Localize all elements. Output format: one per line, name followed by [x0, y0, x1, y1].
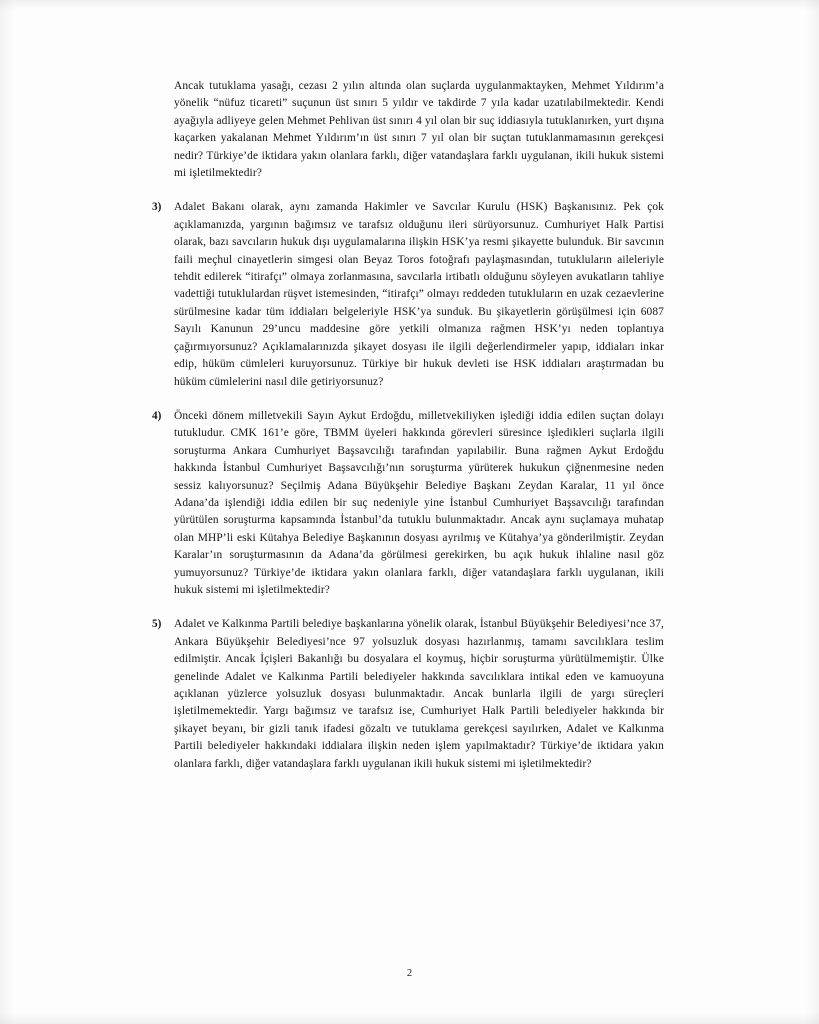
paragraph-marker: 5): [152, 618, 162, 631]
paragraph-text: Adalet ve Kalkınma Partili belediye başkanlarına yönelik olarak, İstanbul Büyükşehir Belediyesi’nce 37, Ankara Büyükşehir Belediyesi’nce 97 yolsuzluk dosyası hazırlanmış, tamamı savcılıklara teslim edilmiştir. Ancak İçişleri Bakanlığı bu dosyalara el koymuş, hiçbir soruşturma yürütülmemiştir. Ülke genelinde Adalet ve Kalkınma Partili belediyeler hakkında savcılıklara intikal eden ve kamuoyuna açıklanan yüzlerce yolsuzluk dosyası bulunmaktadır. Ancak bunlarla ilgili de yargı süreçleri işletilmemektedir. Yargı bağımsız ve tarafsız ise, Cumhuriyet Halk Partili belediyeler hakkında bir şikayet beyanı, bir gizli tanık ifadesi gözaltı ve tutuklama gerekçesi sayılırken, Adalet ve Kalkınma Partili belediyeler hakkındaki iddialara ilişkin neden işlem yapılmaktadır? Türkiye’de iktidara yakın olanlara farklı, diğer vatandaşlara farklı uygulanan ikili hukuk sistemi mi işletilmektedir?: [174, 618, 664, 770]
paragraph-text: Önceki dönem milletvekili Sayın Aykut Erdoğdu, milletvekiliyken işlediği iddia edilen suçtan dolayı tutukludur. CMK 161’e göre, TBMM üyeleri hakkında görevleri süresince işledikleri suçlarla ilgili soruşturma Ankara Cumhuriyet Başsavcılığı tarafından yapılabilir. Buna rağmen Aykut Erdoğdu hakkında İstanbul Cumhuriyet Başsavcılığı’nın soruşturma yürüterek hukukun çiğnenmesine neden sessiz kalıyorsunuz? Seçilmiş Adana Büyükşehir Belediye Başkanı Zeydan Karalar, 11 yıl önce Adana’da işlendiği iddia edilen bir suç nedeniyle yine İstanbul Cumhuriyet Başsavcılığı tarafından yürütülen soruşturma kapsamında İstanbul’da tutuklu bulunmaktadır. Ancak aynı suçlamaya muhatap olan MHP’li eski Kütahya Belediye Başkanının dosyası ayrılmış ve Kütahya’ya gönderilmiştir. Zeydan Karalar’ın soruşturmasının da Adana’da görülmesi gerekirken, bu açık hukuk ihlaline nasıl göz yumuyorsunuz? Türkiye’de iktidara yakın olanlara farklı, diğer vatandaşlara farklı uygulanan, ikili hukuk sistemi mi işletilmektedir?: [174, 409, 664, 596]
paragraph-text: Ancak tutuklama yasağı, cezası 2 yılın altında olan suçlarda uygulanmaktayken, Mehmet Yıldırım’a yönelik “nüfuz ticareti” suçunun üst sınırı 5 yıldır ve takdirde 7 yıla kadar uzatılabilmektedir. Kendi ayağıyla adliyeye gelen Mehmet Pehlivan üst sınırı 4 yıl olan bir suç iddiasıyla tutuklanırken, yurt dışına kaçarken yakalanan Mehmet Yıldırım’ın üst sınırı 7 yıl olan bir suçtan tutuklanmamasının gerekçesi nedir? Türkiye’de iktidara yakın olanlara farklı, diğer vatandaşlara farklı uygulanan, ikili hukuk sistemi mi işletilmektedir?: [174, 80, 664, 180]
document-body: [152, 78, 664, 790]
scan-shadow-right: [805, 0, 819, 1024]
scan-shadow-top: [0, 0, 819, 10]
paragraph-item-5: [152, 616, 664, 773]
scan-shadow-bottom: [0, 1012, 819, 1024]
paragraph-marker: 4): [152, 409, 162, 422]
page-number: 2: [406, 968, 413, 979]
paragraph-continuation: [152, 78, 664, 182]
paragraph-item-4: [152, 408, 664, 599]
paragraph-text: Adalet Bakanı olarak, aynı zamanda Hakimler ve Savcılar Kurulu (HSK) Başkanısınız. Pek çok açıklamanızda, yargının bağımsız ve tarafsız olduğunu ileri sürüyorsunuz. Cumhuriyet Halk Partisi olarak, bazı savcıların hukuk dışı uygulamalarına ilişkin HSK’ya resmi şikayette bulunduk. Bir savcının faili meçhul cinayetlerin simgesi olan Beyaz Toros fotoğrafı paylaşmasından, tutukluların aileleriyle tehdit edilerek “itirafçı” olmaya zorlanmasına, savcılarla irtibatlı olduğunu söyleyen avukatların tahliye vadettiği tutuklulardan rüşvet istemesinden, “itirafçı” olmayı reddeden tutukluların en uzak cezaevlerine sürülmesine kadar tüm iddiaları belgeleriyle HSK’ya sunduk. Bu şikayetlerin görüşülmesi için 6087 Sayılı Kanunun 29’uncu maddesine göre yetkili olmanıza rağmen HSK’yı neden toplantıya çağırmıyorsunuz? Açıklamalarınızda şikayet dosyası ile ilgili değerlendirmeler yapıp, iddiaları inkar edip, hüküm cümleleri kuruyorsunuz. Türkiye bir hukuk devleti ise HSK iddiaları araştırmadan bu hüküm cümlelerini nasıl dile getiriyorsunuz?: [174, 201, 664, 388]
paragraph-item-3: [152, 199, 664, 390]
paragraph-marker: 3): [152, 201, 162, 214]
scan-shadow-left: [0, 0, 14, 1024]
